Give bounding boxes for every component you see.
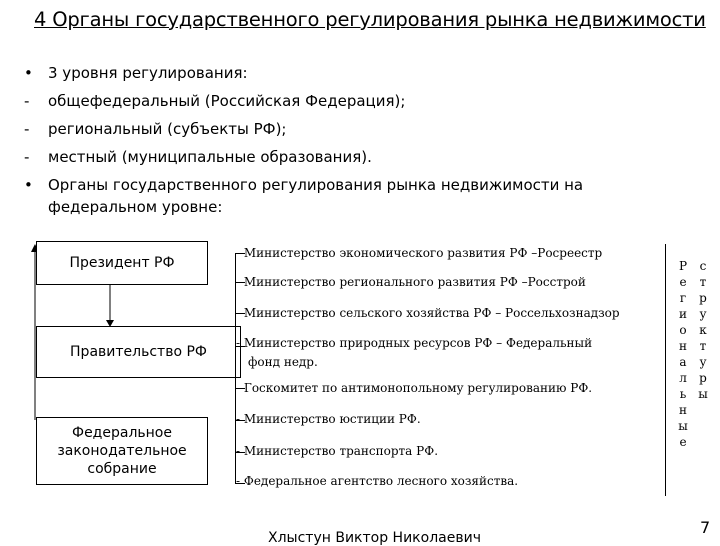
side-letter: у	[699, 307, 707, 321]
side-letter: у	[699, 355, 707, 369]
side-letter: ы	[698, 387, 708, 401]
government-label: Правительство РФ	[70, 344, 207, 360]
side-letter: ь	[679, 387, 687, 401]
president-box	[36, 241, 208, 285]
bullet-marker: •	[24, 176, 33, 194]
side-letter: ы	[678, 419, 688, 433]
slide-title: 4 Органы государственного регулирования рынка недвижимости	[34, 8, 706, 31]
side-letter: е	[679, 435, 687, 449]
president-label: Президент РФ	[69, 255, 175, 271]
bullet-text: местный (муниципальные образования).	[48, 148, 372, 166]
side-divider-line	[665, 244, 666, 496]
bullet-text: 3 уровня регулирования:	[48, 64, 248, 82]
ministry-item: - Министерство транспорта РФ.	[236, 444, 439, 458]
ministry-item: - Министерство регионального развития РФ –Росстрой	[236, 275, 586, 289]
bullet-marker: •	[24, 64, 33, 82]
side-letter: т	[699, 275, 707, 289]
ministry-item-continued: фонд недр.	[248, 355, 318, 369]
side-letter: т	[699, 339, 707, 353]
side-letter: е	[679, 275, 687, 289]
ministry-item: - Министерство сельского хозяйства РФ – Россельхознадзор	[236, 306, 620, 320]
side-letter: р	[699, 371, 707, 385]
side-letter: л	[679, 371, 687, 385]
side-letter: и	[679, 307, 687, 321]
ministry-item: - Министерство экономического развития РФ –Росреестр	[236, 246, 603, 260]
bullet-marker: -	[24, 92, 30, 110]
ministry-item: - Госкомитет по антимонопольному регулированию РФ.	[236, 381, 593, 395]
ministry-item: - Министерство юстиции РФ.	[236, 412, 421, 426]
side-letter: Р	[678, 259, 688, 273]
side-letter: р	[699, 291, 707, 305]
bullet-marker: -	[24, 120, 30, 138]
assembly-box	[36, 417, 208, 485]
bullet-text: общефедеральный (Российская Федерация);	[48, 92, 406, 110]
side-letter: к	[699, 323, 707, 337]
side-letter: а	[679, 355, 687, 369]
page-number: 7	[700, 518, 711, 537]
bullet-marker: -	[24, 148, 30, 166]
side-letter: с	[699, 259, 707, 273]
bullet-text: региональный (субъекты РФ);	[48, 120, 287, 138]
side-label-column-2	[698, 258, 708, 402]
side-letter: н	[679, 339, 687, 353]
assembly-label: Федеральное законодательное собрание	[57, 425, 187, 477]
bullet-text: Органы государственного регулирования рынка недвижимости на федеральном уровне:	[48, 176, 584, 216]
footer-author: Хлыстун Виктор Николаевич	[268, 530, 481, 546]
side-letter: н	[679, 403, 687, 417]
side-letter: г	[679, 291, 687, 305]
side-letter: о	[679, 323, 687, 337]
ministry-item: - Федеральное агентство лесного хозяйства.	[236, 474, 519, 488]
ministry-item: - Министерство природных ресурсов РФ – Федеральный	[236, 336, 593, 350]
side-label-column-1	[678, 258, 688, 450]
government-box	[36, 326, 241, 378]
